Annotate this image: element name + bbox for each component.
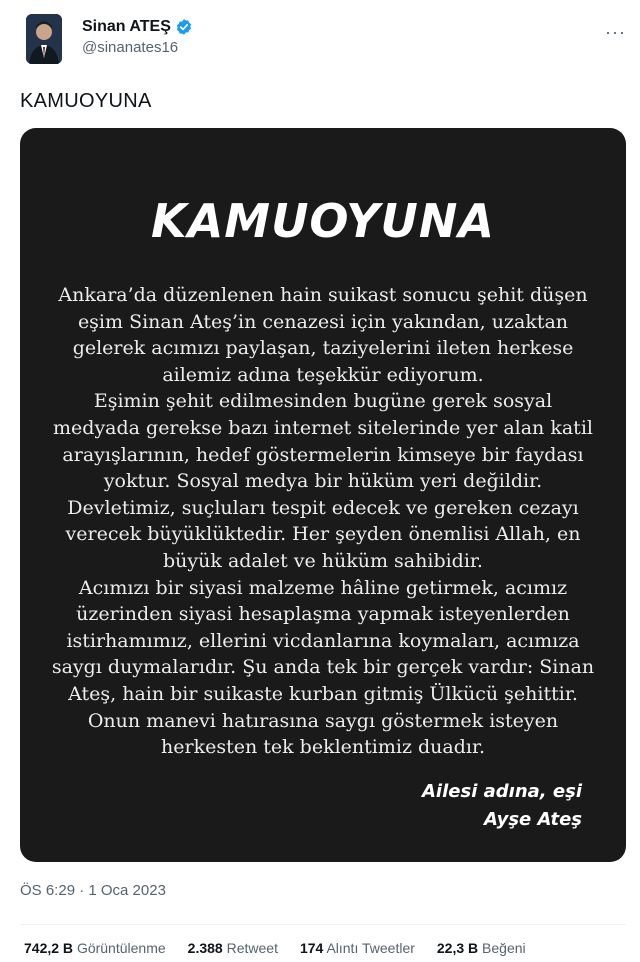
author-names (82, 18, 193, 56)
more-options-icon[interactable]: ··· (605, 22, 626, 42)
signature-name: Ayşe Ateş (483, 809, 582, 830)
stat-label: Görüntülenme (76, 940, 166, 956)
tweet-text: KAMUOYUNA (20, 90, 152, 112)
signature-line: Ailesi adına, eşi (422, 781, 582, 802)
stat-value: 174 (299, 940, 324, 956)
tweet-stats (24, 940, 526, 956)
media-body (50, 282, 596, 761)
avatar-image (26, 14, 62, 64)
tweet-timestamp[interactable]: ÖS 6:29 · 1 Oca 2023 (20, 882, 166, 899)
media-paragraph: Acımızı bir siyasi malzeme hâline getirmek, acımız üzerinden siyasi hesaplaşma yapmak isteyenlerden istirhamımız, ellerini vicdanlarına koymaları, acımıza saygı duymalarıdır. Şu anda tek bir gerçek vardır: Sinan Ateş, hain bir suikaste kurban gitmiş Ülkücü şehittir. Onun manevi hatırasına saygı göstermek isteyen herkesten tek beklentimiz duadır. (51, 576, 595, 759)
media-title: KAMUOYUNA (151, 194, 495, 248)
stat-value: 22,3 B (436, 940, 479, 956)
display-name-text[interactable]: Sinan ATEŞ (82, 18, 171, 35)
stat-value: 742,2 B (24, 940, 74, 956)
stat-likes[interactable] (437, 940, 526, 956)
user-handle[interactable]: @sinanates16 (82, 39, 179, 56)
media-signature (422, 778, 582, 834)
divider (20, 924, 626, 925)
stat-label: Beğeni (482, 940, 526, 956)
tweet-header (26, 14, 626, 70)
stat-retweets[interactable] (188, 940, 278, 956)
stat-quote-tweets[interactable] (300, 940, 415, 956)
avatar[interactable] (26, 14, 62, 64)
stat-value: 2.388 (187, 940, 223, 956)
tweet-media-image[interactable] (20, 128, 626, 862)
stat-label: Retweet (226, 940, 278, 956)
display-name[interactable] (82, 18, 193, 36)
stat-label: Alıntı Tweetler (326, 940, 415, 956)
verified-badge-icon (175, 18, 193, 36)
media-paragraph: Eşimin şehit edilmesinden bugüne gerek sosyal medyada gerekse bazı internet sitelerinde yer alan katil arayışlarının, hedef göstermelerin kimseye bir faydası yoktur. Sosyal medya bir hüküm yeri değildir. Devletimiz, suçluları tespit edecek ve gereken cezayı verecek büyüklüktedir. Her şeyden önemlisi Allah, en büyük adalet ve hüküm sahibidir. (53, 390, 593, 572)
stat-views[interactable] (24, 940, 166, 956)
media-paragraph: Ankara’da düzenlenen hain suikast sonucu şehit düşen eşim Sinan Ateş’in cenazesi için yakından, uzaktan gelerek acımızı paylaşan, taziyelerini ileten herkese ailemiz adına teşekkür ediyorum. (58, 284, 588, 386)
